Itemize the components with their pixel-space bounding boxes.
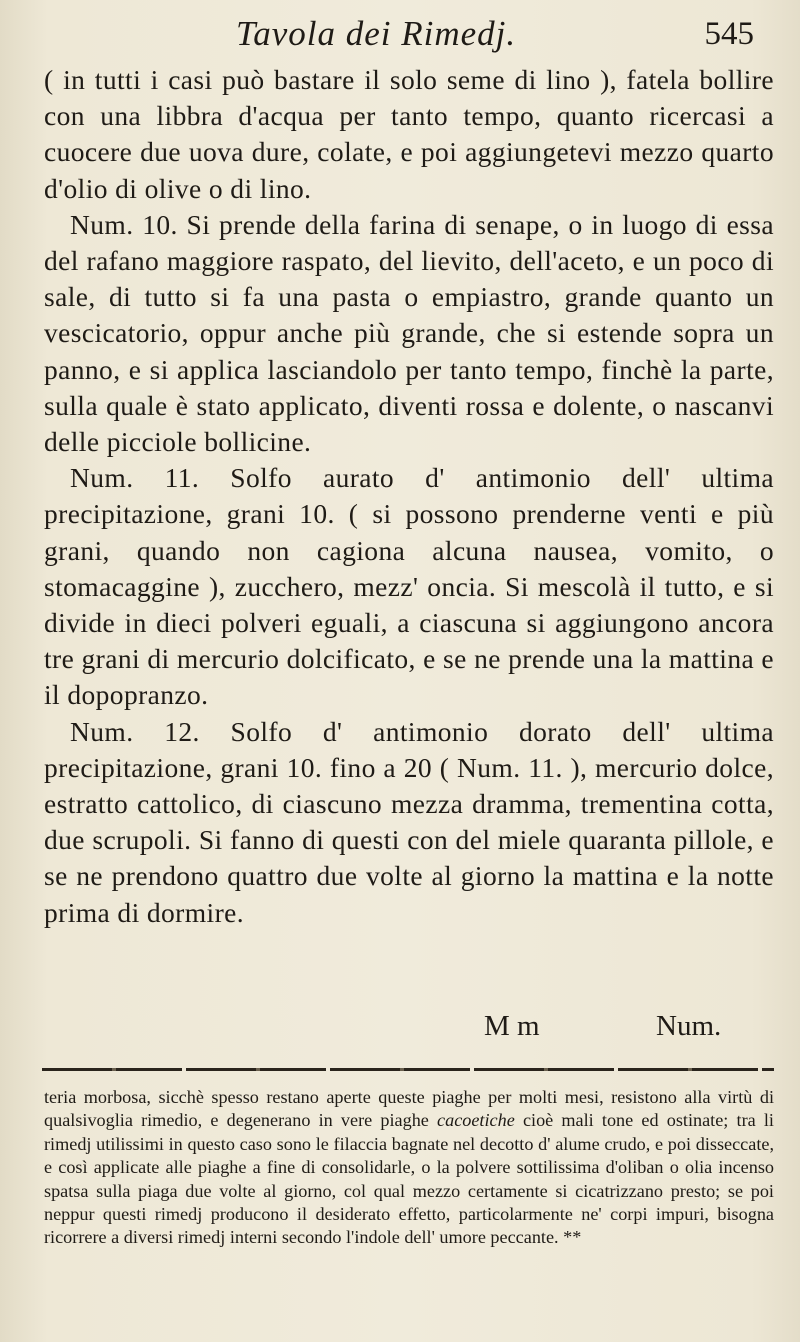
paragraph-num-11: Num. 11. Solfo aurato d' antimonio dell' ultima precipitazione, grani 10. ( si possono prenderne venti e più grani, quando non cagiona alcuna nausea, vomito, o stomacaggine ), zucchero, mezz' oncia. Si mescolà il tutto, e si divide in dieci polveri eguali, a ciascuna si aggiungono ancora tre grani di mercurio dolcificato, e se ne prende una la mattina e il dopopranzo. bbox=[44, 462, 774, 711]
page-header bbox=[236, 14, 760, 58]
paragraph-num-10: Num. 10. Si prende della farina di senape, o in luogo di essa del rafano maggiore raspato, del lievito, dell'aceto, e un poco di sale, di tutto si fa una pasta o empiastro, grande quanto un vescicatorio, oppur anche più grande, che si estende sopra un panno, e si applica lasciandolo per tanto tempo, finchè la parte, sulla quale è stato applicato, diventi rossa e dolente, o nascanvi delle picciole bollicine. bbox=[44, 208, 774, 458]
signature-mark: M m bbox=[484, 1010, 540, 1042]
main-text bbox=[44, 62, 774, 931]
footnote-text-end: cioè mali tone ed ostinate; tra li rimedj utilissimi in questo caso sono le filaccia bagnate nel decotto d' alume crudo, e poi disseccate, e così applicate alle piaghe a fine di consolidarle, o la polvere sottilissima d'oliban o olia incenso spatsa sulla piaga due volte al giorno, col qual mezzo certamente si cicatrizzano presto; se poi neppur questi rimedj producono il desiderato effetto, particolarmente ne' corpi impuri, bisogna ricorrere a diversi rimedj interni secondo l'indole dell' umore peccante. ** bbox=[44, 1110, 774, 1248]
catchword: Num. bbox=[656, 1010, 722, 1042]
footnote-italic-term: cacoetiche bbox=[437, 1110, 515, 1131]
footnote bbox=[44, 1086, 774, 1250]
signature-line bbox=[44, 1010, 774, 1050]
running-title: Tavola dei Rimedj. bbox=[236, 14, 517, 53]
paragraph-num-12: Num. 12. Solfo d' antimonio dorato dell' ultima precipitazione, grani 10. fino a 20 ( Num. 11. ), mercurio dolce, estratto cattolico, di ciascuno mezza dramma, trementina cotta, due scrupoli. Si fanno di questi con del miele quaranta pillole, e se ne prendono quattro due volte al giorno la mattina e la notte prima di dormire. bbox=[44, 715, 774, 928]
footnote-divider bbox=[42, 1068, 774, 1071]
paragraph-continuation: ( in tutti i casi può bastare il solo seme di lino ), fatela bollire con una libbra d'acqua per tanto tempo, quanto ricercasi a cuocere due uova dure, colate, e poi aggiungetevi mezzo quarto d'olio di olive o di lino. bbox=[44, 64, 774, 204]
footnote-text-start: teria morbosa, sicchè spesso restano aperte queste piaghe per molti mesi, resistono alla virtù di qualsivoglia rimedio, e degenerano in vere piaghe bbox=[44, 1087, 774, 1131]
page-number: 545 bbox=[704, 16, 754, 52]
